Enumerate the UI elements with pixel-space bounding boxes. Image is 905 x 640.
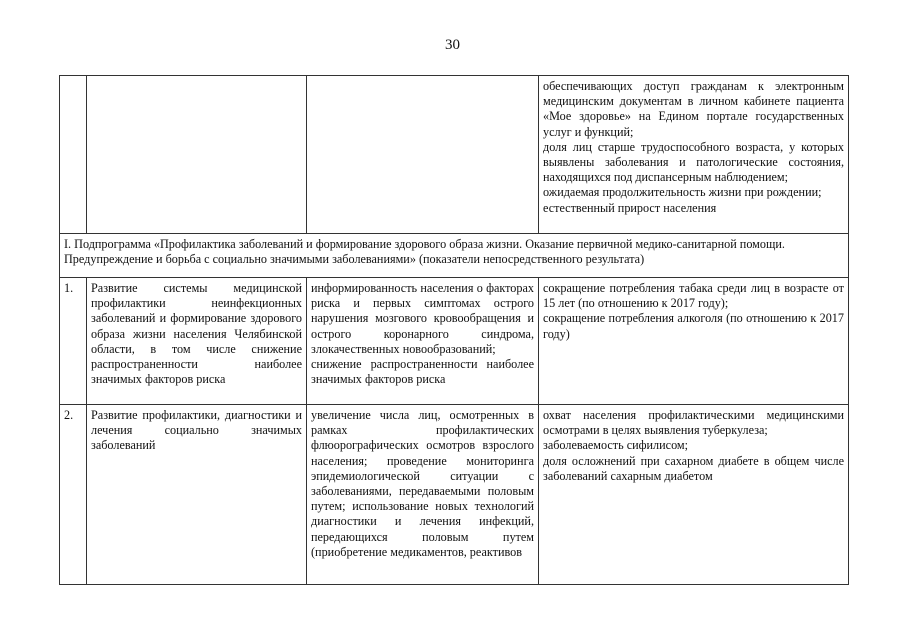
row-number: 2. bbox=[60, 405, 87, 585]
indicator-text: естественный прирост населения bbox=[543, 200, 717, 215]
indicators-cell bbox=[539, 76, 849, 234]
name-cell bbox=[87, 76, 307, 234]
table-row-continuation bbox=[60, 76, 849, 234]
result-text: информированность населения о факторах риска и первых симптомах острого нарушения мозгового кровообращения и острого коронарного синдрома, злокачественных новообразований; bbox=[311, 281, 534, 356]
indicator-text: доля осложнений при сахарном диабете в общем числе заболеваний сахарным диабетом bbox=[543, 453, 844, 483]
results-cell bbox=[307, 278, 539, 405]
indicator-text: ожидаемая продолжительность жизни при рождении; bbox=[543, 185, 822, 200]
result-text: снижение распространенности наиболее значимых факторов риска bbox=[311, 357, 534, 387]
subprogram-title-line: I. Подпрограмма «Профилактика заболеваний и формирование здорового образа жизни. Оказание первичной медико-санитарной помощи. bbox=[64, 237, 785, 251]
page-number: 30 bbox=[445, 37, 460, 53]
subprogram-title-line: Предупреждение и борьба с социально значимыми заболеваниями» (показатели непосредственного результата) bbox=[64, 252, 645, 267]
results-cell bbox=[307, 405, 539, 585]
measure-name: Развитие системы медицинской профилактики неинфекционных заболеваний и формирование здорового образа жизни населения Челябинской области, в том числе снижение распространенности наиболее значимых факторов риска bbox=[87, 278, 307, 405]
indicator-text: охват населения профилактическими медицинскими осмотрами в целях выявления туберкулеза; bbox=[543, 408, 844, 438]
number-cell bbox=[60, 76, 87, 234]
results-cell bbox=[307, 76, 539, 234]
indicator-text: доля лиц старше трудоспособного возраста, у которых выявлены заболевания и патологические состояния, находящихся под диспансерным наблюдением; bbox=[543, 139, 844, 185]
indicator-text: обеспечивающих доступ гражданам к электронным медицинским документам в личном кабинете пациента «Мое здоровье» на Едином портале государственных услуг и функций; bbox=[543, 79, 844, 139]
row-number: 1. bbox=[60, 278, 87, 405]
table-row bbox=[60, 405, 849, 585]
table-row bbox=[60, 278, 849, 405]
program-table bbox=[59, 75, 849, 585]
indicators-cell bbox=[539, 278, 849, 405]
indicator-text: сокращение потребления табака среди лиц в возрасте от 15 лет (по отношению к 2017 году); bbox=[543, 281, 844, 311]
indicator-text: сокращение потребления алкоголя (по отношению к 2017 году) bbox=[543, 311, 844, 341]
indicators-cell bbox=[539, 405, 849, 585]
indicator-text: заболеваемость сифилисом; bbox=[543, 438, 689, 453]
section-header-row bbox=[60, 234, 849, 278]
subprogram-title bbox=[60, 234, 849, 278]
result-text: увеличение числа лиц, осмотренных в рамках профилактических флюорографических осмотров взрослого населения; проведение мониторинга эпидемиологической ситуации с заболеваниями, передаваемыми половым путем; использование новых технологий диагностики и лечения инфекций, передающихся половым путем (приобретение медикаментов, реактивов bbox=[311, 408, 534, 559]
measure-name: Развитие профилактики, диагностики и лечения социально значимых заболеваний bbox=[87, 405, 307, 585]
